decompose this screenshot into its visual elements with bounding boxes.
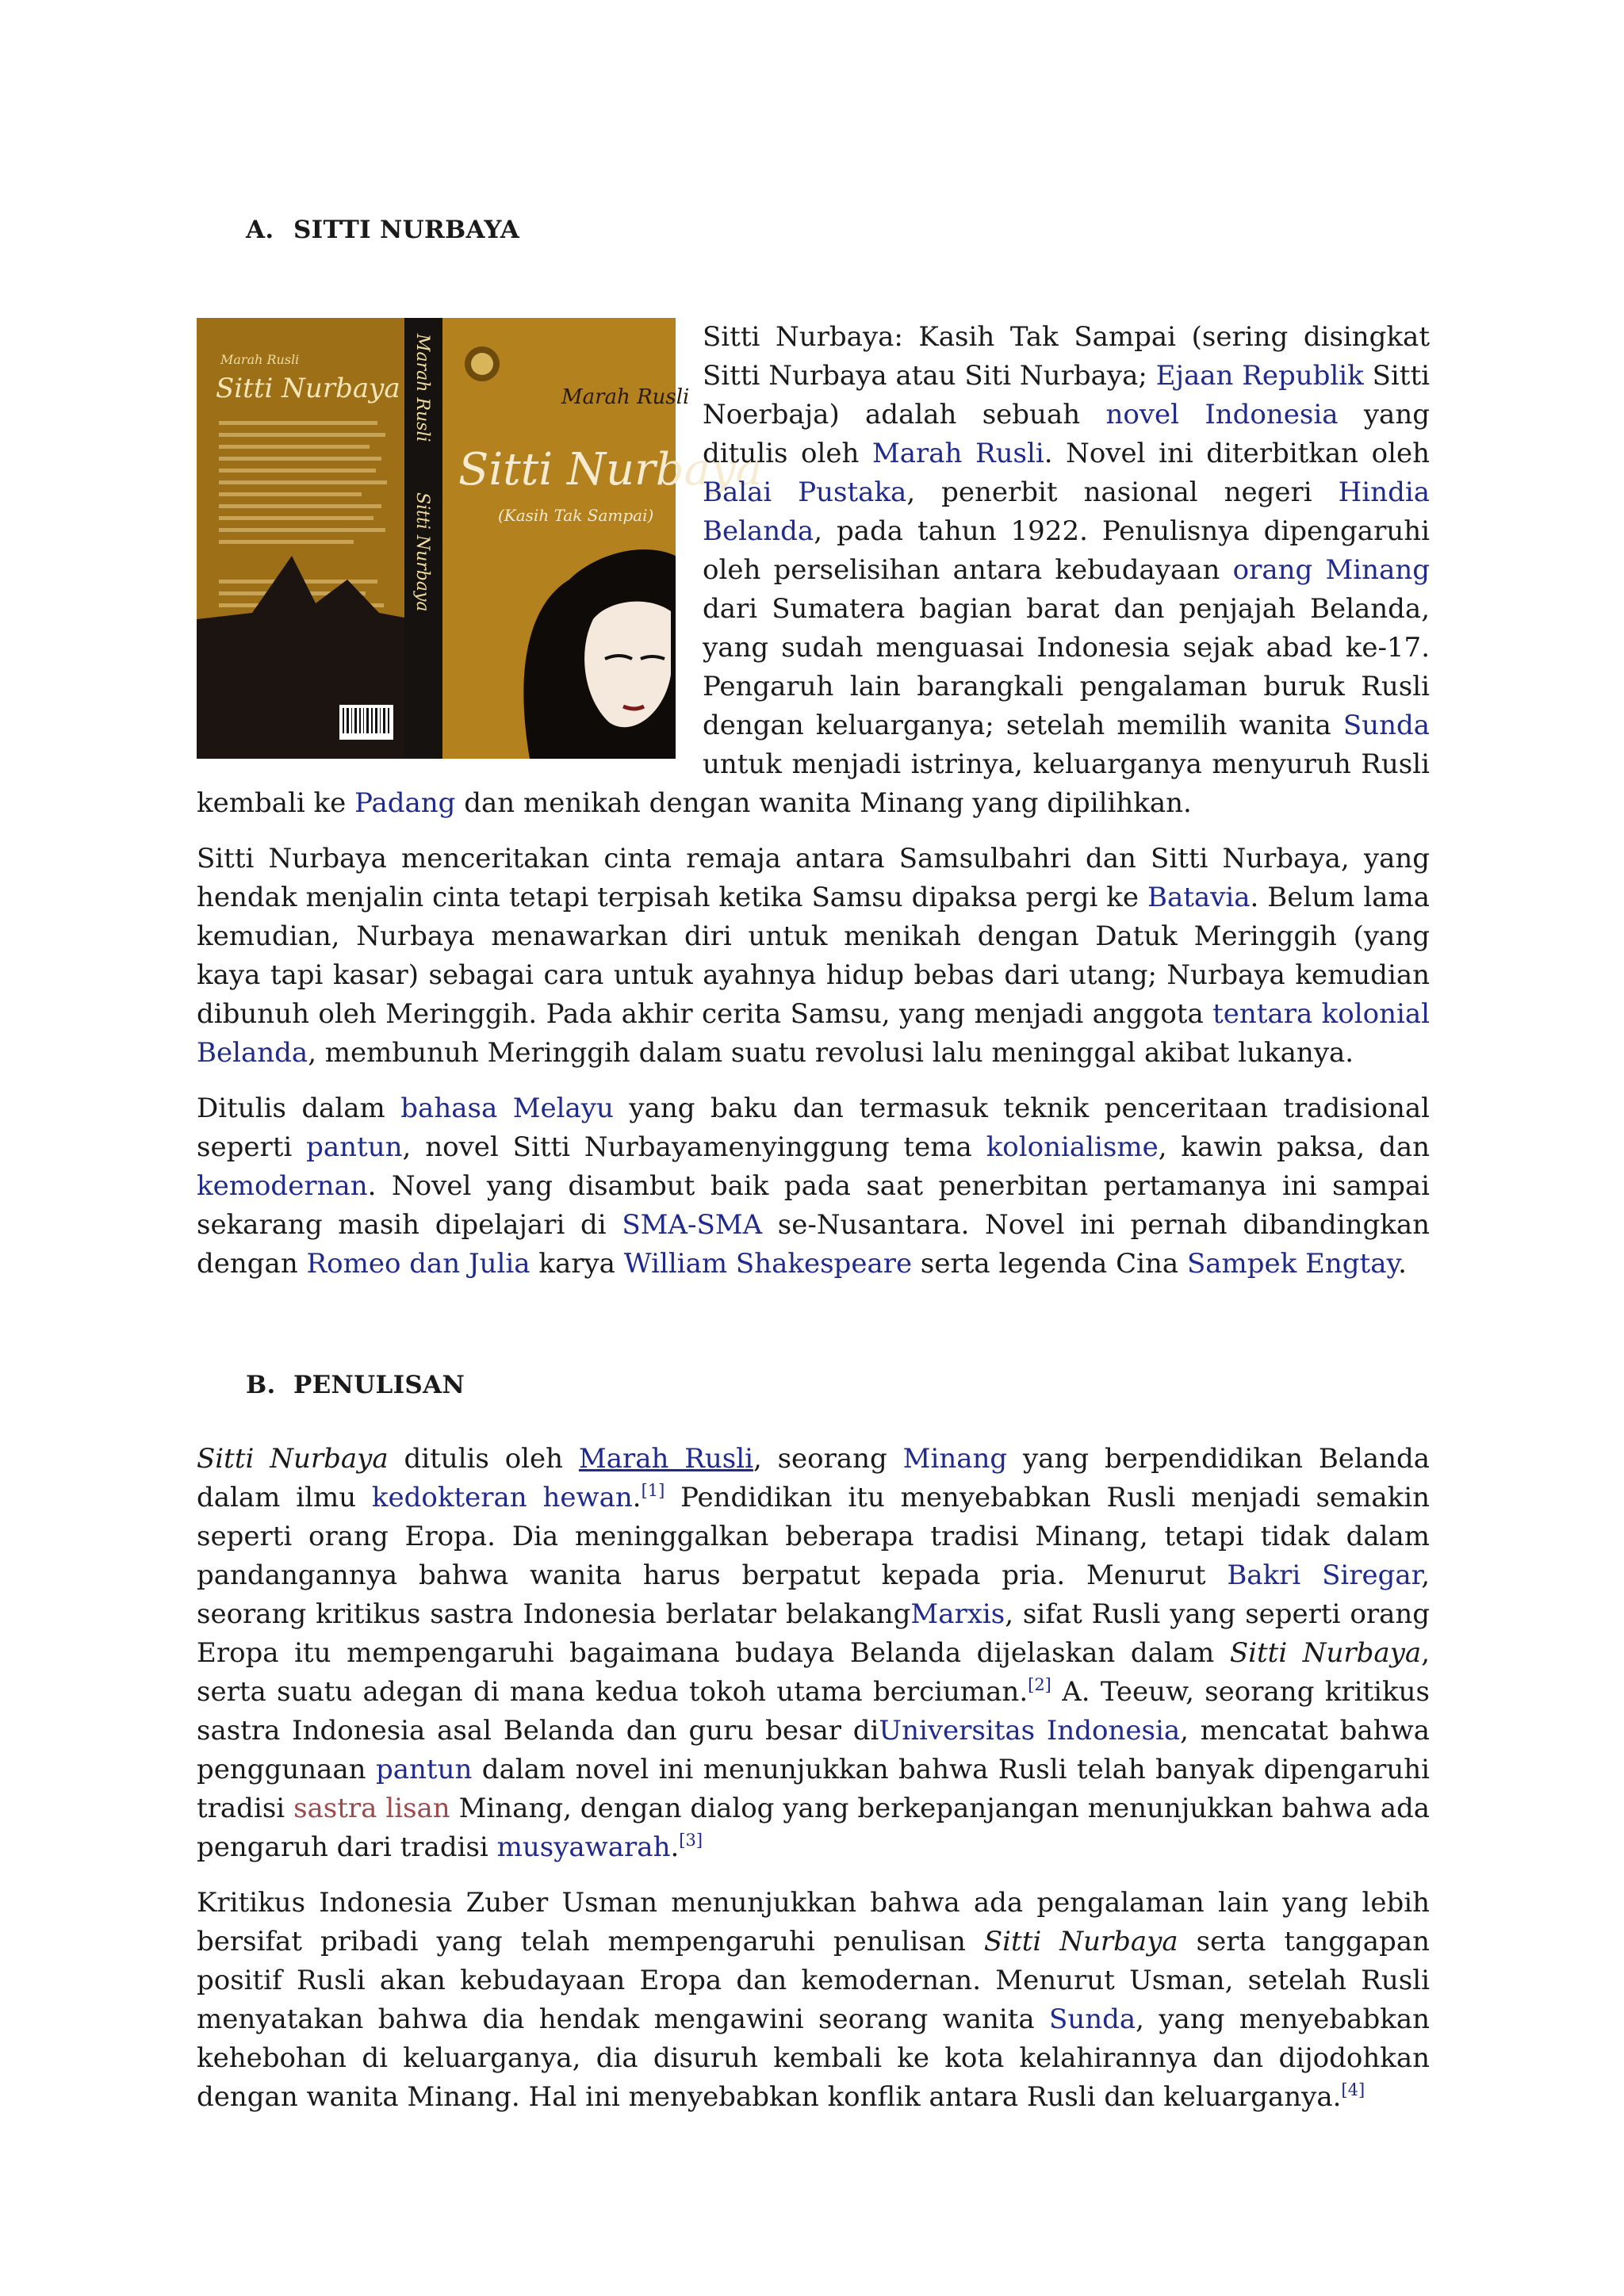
link-universitas-indonesia[interactable]: Universitas Indonesia — [879, 1715, 1181, 1747]
link-marah-rusli[interactable]: Marah Rusli — [871, 438, 1044, 469]
section-a-heading-wrap — [197, 216, 1430, 244]
book-cover-illustration — [197, 318, 763, 759]
link-balai-pustaka[interactable]: Balai Pustaka — [703, 476, 907, 508]
svg-text:Marah Rusli: Marah Rusli — [412, 334, 432, 442]
link-romeo-dan-julia[interactable]: Romeo dan Julia — [306, 1248, 530, 1280]
footnote-ref-2[interactable]: [2] — [1028, 1675, 1051, 1694]
link-sunda-b[interactable]: Sunda — [1049, 2003, 1136, 2035]
section-b-number: B. — [246, 1371, 276, 1399]
section-a-body — [197, 318, 1430, 1284]
link-tentara-kolonial-belanda[interactable]: tentara kolonial Belanda — [197, 998, 1430, 1069]
footnote-ref-1[interactable]: [1] — [641, 1481, 665, 1500]
link-kedokteran-hewan[interactable]: kedokteran hewan — [371, 1482, 633, 1513]
link-musyawarah[interactable]: musyawarah — [496, 1831, 671, 1863]
link-orang-minang[interactable]: orang Minang — [1232, 554, 1430, 586]
section-b-paragraph-2: Kritikus Indonesia Zuber Usman menunjukkan bahwa ada pengalaman lain yang lebih bersifat pribadi yang telah mempengaruhi penulisan Sitti Nurbaya serta tanggapan positif Rusli akan kebudayaan Eropa dan kemodernan. Menurut Usman, setelah Rusli menyatakan bahwa dia hendak mengawini seorang wanita Sunda, yang menyebabkan kehebohan di keluarganya, dia disuruh kembali ke kota kelahirannya dan dijodohkan dengan wanita Minang. Hal ini menyebabkan konflik antara Rusli dan keluarganya.[4] — [197, 1887, 1430, 2113]
book-cover-image — [197, 318, 763, 759]
link-william-shakespeare[interactable]: William Shakespeare — [623, 1248, 913, 1280]
link-bahasa-melayu[interactable]: bahasa Melayu — [400, 1093, 614, 1124]
link-minang[interactable]: Minang — [902, 1443, 1008, 1475]
link-novel-indonesia[interactable]: novel Indonesia — [1105, 399, 1339, 430]
link-bakri-siregar[interactable]: Bakri Siregar — [1227, 1559, 1422, 1591]
footnote-ref-4[interactable]: [4] — [1341, 2080, 1365, 2099]
section-a-title: SITTI NURBAYA — [293, 216, 520, 244]
section-b-paragraph-1: Sitti Nurbaya ditulis oleh Marah Rusli, seorang Minang yang berpendidikan Belanda dalam ilmu kedokteran hewan.[1] Pendidikan itu menyebabkan Rusli menjadi semakin seperti orang Eropa. Dia meninggalkan beberapa tradisi Minang, tetapi tidak dalam pandangannya bahwa wanita harus berpatut kepada pria. Menurut Bakri Siregar, seorang kritikus sastra Indonesia berlatar belakangMarxis, sifat Rusli yang seperti orang Eropa itu mempengaruhi bagaimana budaya Belanda dijelaskan dalam Sitti Nurbaya, serta suatu adegan di mana kedua tokoh utama berciuman.[2] A. Teeuw, seorang kritikus sastra Indonesia asal Belanda dan guru besar diUniversitas Indonesia, mencatat bahwa penggunaan pantun dalam novel ini menunjukkan bahwa Rusli telah banyak dipengaruhi tradisi sastra lisan Minang, dengan dialog yang berkepanjangan menunjukkan bahwa ada pengaruh dari tradisi musyawarah.[3] — [197, 1443, 1431, 1863]
link-padang[interactable]: Padang — [354, 787, 456, 819]
section-a-number: A. — [246, 216, 274, 244]
link-kemodernan[interactable]: kemodernan — [197, 1170, 368, 1202]
section-a-heading — [197, 216, 1430, 244]
cover-author-text: Marah Rusli — [561, 385, 690, 409]
link-marxis[interactable]: Marxis — [910, 1598, 1005, 1630]
section-b-heading-wrap — [197, 1371, 1430, 1399]
back-cover-author: Marah Rusli — [220, 352, 300, 367]
link-marah-rusli-b[interactable]: Marah Rusli — [578, 1443, 753, 1475]
section-a-paragraph-3: Ditulis dalam bahasa Melayu yang baku dan termasuk teknik penceritaan tradisional seperti pantun, novel Sitti Nurbayamenyinggung tema kolonialisme, kawin paksa, dan kemodernan. Novel yang disambut baik pada saat penerbitan pertamanya ini sampai sekarang masih dipelajari di SMA-SMA se-Nusantara. Novel ini pernah dibandingkan dengan Romeo dan Julia karya William Shakespeare serta legenda Cina Sampek Engtay. — [197, 1093, 1430, 1280]
section-a-paragraph-1: Sitti Nurbaya: Kasih Tak Sampai (sering disingkat Sitti Nurbaya atau Siti Nurbaya; Ejaan Republik Sitti Noerbaja) adalah sebuah novel Indonesia yang ditulis oleh Marah Rusli. Novel ini diterbitkan oleh Balai Pustaka, penerbit nasional negeri Hindia Belanda, pada tahun 1922. Penulisnya dipengaruhi oleh perselisihan antara kebudayaan orang Minang dari Sumatera bagian barat dan penjajah Belanda, yang sudah menguasai Indonesia sejak abad ke-17. Pengaruh lain barangkali pengalaman buruk Rusli dengan keluarganya; setelah memilih wanita Sunda untuk menjadi istrinya, keluarganya menyuruh Rusli kembali ke Padang dan menikah dengan wanita Minang yang dipilihkan. — [197, 321, 1431, 819]
section-b-body — [197, 1440, 1430, 2117]
section-a-paragraph-2: Sitti Nurbaya menceritakan cinta remaja antara Samsulbahri dan Sitti Nurbaya, yang hendak menjalin cinta tetapi terpisah ketika Samsu dipaksa pergi ke Batavia. Belum lama kemudian, Nurbaya menawarkan diri untuk menikah dengan Datuk Meringgih (yang kaya tapi kasar) sebagai cara untuk ayahnya hidup bebas dari utang; Nurbaya kemudian dibunuh oleh Meringgih. Pada akhir cerita Samsu, yang menjadi anggota tentara kolonial Belanda, membunuh Meringgih dalam suatu revolusi lalu meninggal akibat lukanya. — [197, 843, 1430, 1069]
link-sunda[interactable]: Sunda — [1342, 710, 1430, 741]
svg-text:Sitti Nurbaya: Sitti Nurbaya — [216, 373, 400, 404]
svg-text:Sitti Nurbaya: Sitti Nurbaya — [412, 492, 432, 612]
link-ejaan-republik[interactable]: Ejaan Republik — [1155, 360, 1364, 392]
link-sma-sma[interactable]: SMA-SMA — [622, 1209, 763, 1241]
section-b-heading — [197, 1371, 1430, 1399]
link-sampek-engtay[interactable]: Sampek Engtay — [1186, 1248, 1399, 1280]
link-hindia-belanda[interactable]: Hindia Belanda — [703, 476, 1430, 547]
footnote-ref-3[interactable]: [3] — [679, 1831, 703, 1850]
section-b-title: PENULISAN — [293, 1371, 465, 1399]
link-batavia[interactable]: Batavia — [1147, 882, 1251, 913]
link-sastra-lisan[interactable]: sastra lisan — [293, 1793, 450, 1824]
link-pantun[interactable]: pantun — [306, 1131, 403, 1163]
cover-subtitle-text: (Kasih Tak Sampai) — [498, 506, 654, 525]
link-kolonialisme[interactable]: kolonialisme — [986, 1131, 1159, 1163]
cover-title-text: Sitti Nurbaya — [458, 444, 763, 496]
link-pantun-b[interactable]: pantun — [375, 1754, 473, 1785]
